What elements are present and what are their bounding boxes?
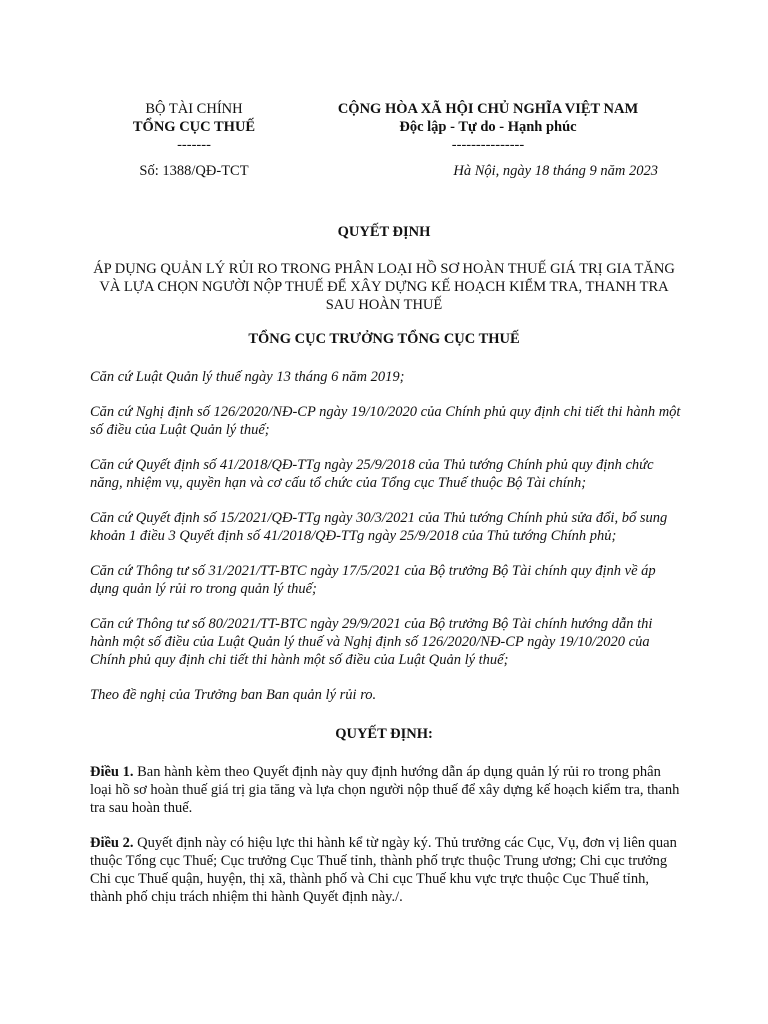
article-1 [90,763,682,817]
department-name: TỔNG CỤC THUẾ [132,119,256,135]
legal-basis-item: Căn cứ Quyết định số 41/2018/QĐ-TTg ngày 25/9/2018 của Thủ tướng Chính phủ quy định chức năng, nhiệm vụ, quyền hạn và cơ cấu tổ chức của Tổng cục Thuế thuộc Bộ Tài chính; [90,457,654,491]
document-title: QUYẾT ĐỊNH [337,224,431,240]
national-motto: Độc lập - Tự do - Hạnh phúc [399,119,577,135]
legal-basis-item: Căn cứ Quyết định số 15/2021/QĐ-TTg ngày 30/3/2021 của Thủ tướng Chính phủ sửa đổi, bổ sung khoản 1 điều 3 Quyết định số 41/2018/QĐ-TTg ngày 25/9/2018 của Thủ tướng Chính phủ; [90,510,668,544]
republic-name: CỘNG HÒA XÃ HỘI CHỦ NGHĨA VIỆT NAM [337,101,639,117]
place-and-date: Hà Nội, ngày 18 tháng 9 năm 2023 [453,163,658,179]
article-text: Ban hành kèm theo Quyết định này quy định hướng dẫn áp dụng quản lý rủi ro trong phân loại hồ sơ hoàn thuế giá trị gia tăng và lựa chọn người nộp thuế để xây dựng kế hoạch kiểm tra, thanh tra sau hoàn thuế. [90,764,680,816]
legal-basis-item: Căn cứ Luật Quản lý thuế ngày 13 tháng 6 năm 2019; [90,369,405,385]
article-2 [90,834,682,906]
issuing-authority: TỔNG CỤC TRƯỞNG TỔNG CỤC THUẾ [248,331,520,347]
legal-basis-item: Căn cứ Nghị định số 126/2020/NĐ-CP ngày 19/10/2020 của Chính phủ quy định chi tiết thi hành một số điều của Luật Quản lý thuế; [90,404,681,438]
legal-basis-item: Theo đề nghị của Trưởng ban Ban quản lý rủi ro. [90,687,377,703]
articles [90,763,682,923]
article-label: Điều 2. [90,835,134,851]
ministry-name: BỘ TÀI CHÍNH [145,101,243,117]
document-number: Số: 1388/QĐ-TCT [139,163,249,179]
article-text: Quyết định này có hiệu lực thi hành kể từ ngày ký. Thủ trưởng các Cục, Vụ, đơn vị liên quan thuộc Tổng cục Thuế; Cục trưởng Cục Thuế tỉnh, thành phố trực thuộc Trung ương; Chi cục trưởng Chi cục Thuế quận, huyện, thị xã, thành phố và Chi cục Thuế khu vực trực thuộc Cục Thuế tỉnh, thành phố chịu trách nhiệm thi hành Quyết định này./. [90,835,677,905]
national-title-block [318,100,658,180]
legal-basis-item: Căn cứ Thông tư số 31/2021/TT-BTC ngày 17/5/2021 của Bộ trưởng Bộ Tài chính quy định về áp dụng quản lý rủi ro trong quản lý thuế; [90,563,656,597]
left-divider: ------- [177,137,211,153]
document-subtitle: ÁP DỤNG QUẢN LÝ RỦI RO TRONG PHÂN LOẠI HỒ SƠ HOÀN THUẾ GIÁ TRỊ GIA TĂNG VÀ LỰA CHỌN NGƯỜI NỘP THUẾ ĐỂ XÂY DỰNG KẾ HOẠCH KIỂM TRA, THANH TRA SAU HOÀN THUẾ [93,261,675,313]
legal-bases [90,368,682,721]
decision-heading: QUYẾT ĐỊNH: [335,726,433,742]
article-label: Điều 1. [90,764,134,780]
issuing-agency-block [120,100,268,180]
legal-basis-item: Căn cứ Thông tư số 80/2021/TT-BTC ngày 29/9/2021 của Bộ trưởng Bộ Tài chính hướng dẫn thi hành một số điều của Luật Quản lý thuế và Nghị định số 126/2020/NĐ-CP ngày 19/10/2020 của Chính phủ quy định chi tiết thi hành một số điều của Luật Quản lý thuế; [90,616,653,668]
right-divider: --------------- [451,137,525,153]
